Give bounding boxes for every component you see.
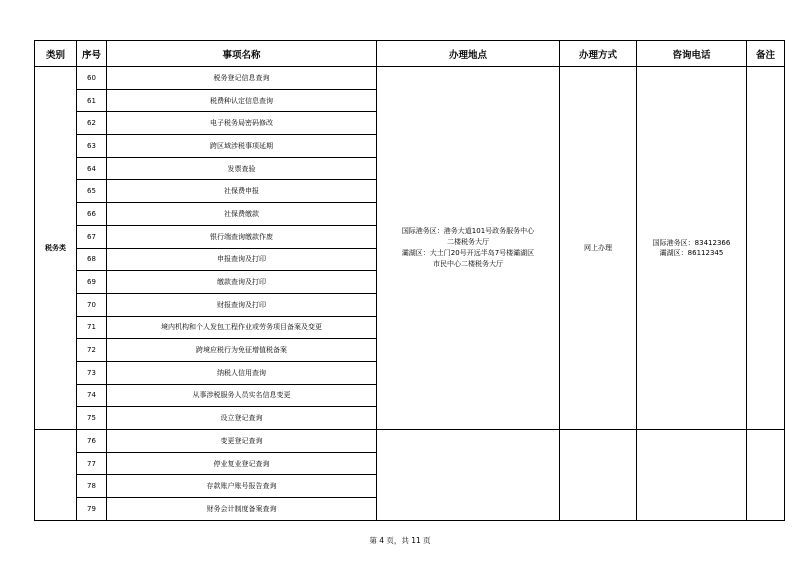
phone-cell bbox=[637, 430, 747, 521]
item-name: 境内机构和个人发包工程作业或劳务项目备案及变更 bbox=[107, 316, 377, 339]
header-number: 序号 bbox=[77, 41, 107, 67]
item-name: 社保费缴款 bbox=[107, 203, 377, 226]
table-body bbox=[35, 67, 785, 521]
item-name: 停业复业登记查询 bbox=[107, 452, 377, 475]
row-number: 69 bbox=[77, 271, 107, 294]
item-name: 缴款查询及打印 bbox=[107, 271, 377, 294]
item-name: 社保费申报 bbox=[107, 180, 377, 203]
row-number: 64 bbox=[77, 157, 107, 180]
service-table bbox=[34, 40, 785, 521]
item-name: 跨境应税行为免征增值税备案 bbox=[107, 339, 377, 362]
row-number: 61 bbox=[77, 89, 107, 112]
item-name: 税务登记信息查询 bbox=[107, 67, 377, 90]
row-number: 60 bbox=[77, 67, 107, 90]
item-name: 从事涉税服务人员实名信息变更 bbox=[107, 384, 377, 407]
row-number: 65 bbox=[77, 180, 107, 203]
table-row bbox=[35, 67, 785, 90]
row-number: 73 bbox=[77, 361, 107, 384]
row-number: 62 bbox=[77, 112, 107, 135]
phone-cell bbox=[637, 67, 747, 430]
location-cell bbox=[377, 430, 560, 521]
row-number: 71 bbox=[77, 316, 107, 339]
row-number: 67 bbox=[77, 225, 107, 248]
location-line: 灞湖区：大土门20号开远半岛7号楼灞湖区 bbox=[401, 249, 535, 257]
row-number: 74 bbox=[77, 384, 107, 407]
note-cell bbox=[747, 67, 785, 430]
location-line: 国际港务区：港务大道101号政务服务中心 bbox=[401, 227, 535, 235]
header-row bbox=[35, 41, 785, 67]
item-name: 电子税务局密码修改 bbox=[107, 112, 377, 135]
item-name: 税费种认定信息查询 bbox=[107, 89, 377, 112]
row-number: 72 bbox=[77, 339, 107, 362]
row-number: 63 bbox=[77, 135, 107, 158]
item-name: 申报查询及打印 bbox=[107, 248, 377, 271]
header-phone: 咨询电话 bbox=[637, 41, 747, 67]
header-method: 办理方式 bbox=[560, 41, 637, 67]
location-cell bbox=[377, 67, 560, 430]
item-name: 存款账户账号报告查询 bbox=[107, 475, 377, 498]
page-footer: 第 4 页，共 11 页 bbox=[369, 536, 431, 545]
category-cell bbox=[35, 430, 77, 521]
category-cell: 税务类 bbox=[35, 67, 77, 430]
item-name: 银行端查询缴款作废 bbox=[107, 225, 377, 248]
header-note: 备注 bbox=[747, 41, 785, 67]
row-number: 70 bbox=[77, 293, 107, 316]
row-number: 76 bbox=[77, 430, 107, 453]
item-name: 跨区域涉税事项延期 bbox=[107, 135, 377, 158]
phone-line: 国际港务区：83412366 bbox=[652, 239, 731, 247]
phone-line: 灞湖区：86112345 bbox=[659, 249, 724, 257]
location-line: 二楼税务大厅 bbox=[447, 238, 489, 246]
location-line: 市民中心二楼税务大厅 bbox=[433, 260, 503, 268]
header-category: 类别 bbox=[35, 41, 77, 67]
item-name: 发票查验 bbox=[107, 157, 377, 180]
row-number: 68 bbox=[77, 248, 107, 271]
row-number: 78 bbox=[77, 475, 107, 498]
item-name: 设立登记查询 bbox=[107, 407, 377, 430]
table-row bbox=[35, 430, 785, 453]
method-cell bbox=[560, 430, 637, 521]
row-number: 79 bbox=[77, 498, 107, 521]
note-cell bbox=[747, 430, 785, 521]
method-cell: 网上办理 bbox=[560, 67, 637, 430]
row-number: 77 bbox=[77, 452, 107, 475]
item-name: 财务会计制度备案查询 bbox=[107, 498, 377, 521]
item-name: 财报查询及打印 bbox=[107, 293, 377, 316]
header-item-name: 事项名称 bbox=[107, 41, 377, 67]
header-location: 办理地点 bbox=[377, 41, 560, 67]
row-number: 66 bbox=[77, 203, 107, 226]
item-name: 纳税人信用查询 bbox=[107, 361, 377, 384]
item-name: 变更登记查询 bbox=[107, 430, 377, 453]
row-number: 75 bbox=[77, 407, 107, 430]
